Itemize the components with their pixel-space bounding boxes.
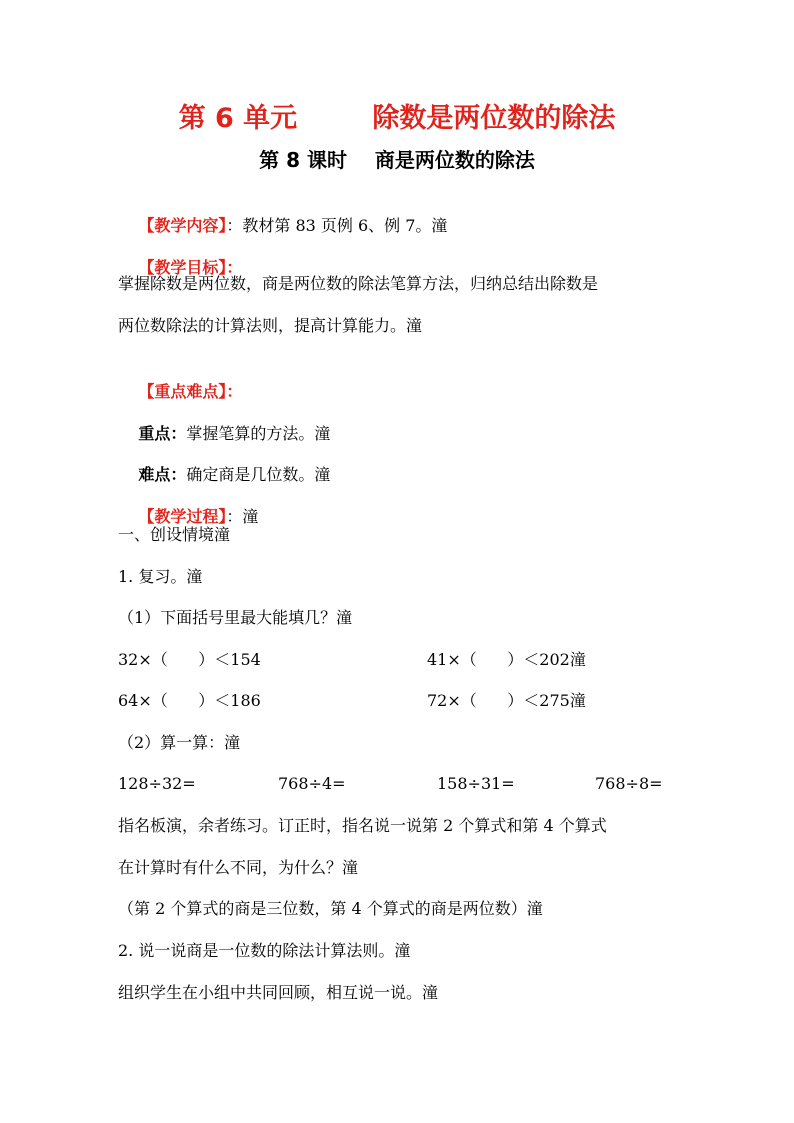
calc-1: 128÷32=: [118, 774, 196, 793]
question-one: （1）下面括号里最大能填几？潼: [118, 608, 353, 627]
calc-3: 158÷31=: [437, 774, 515, 793]
difficulty-text: 确定商是几位数。潼: [186, 465, 331, 484]
inequality-c: 64×（ ）＜186: [118, 691, 261, 710]
teaching-goal-line-2: 两位数除法的计算法则，提高计算能力。潼: [118, 316, 423, 335]
paragraph-2: （第 2 个算式的商是三位数，第 4 个算式的商是两位数）潼: [118, 899, 543, 918]
key-point-text: 掌握笔算的方法。潼: [186, 424, 331, 443]
calc-2: 768÷4=: [278, 774, 346, 793]
review-line: 1. 复习。潼: [118, 567, 203, 586]
difficulty-label: 难点：: [138, 465, 187, 484]
key-difficulty-tag: 【重点难点】: [138, 382, 227, 401]
lesson-subtitle: 第 8 课时 商是两位数的除法: [259, 148, 535, 172]
teaching-goal-colon: ：: [226, 258, 243, 277]
paragraph-1-line-2: 在计算时有什么不同，为什么？潼: [118, 858, 359, 877]
paragraph-1-line-1: 指名板演，余者练习。订正时，指名说一说第 2 个算式和第 4 个算式: [118, 816, 607, 835]
teaching-goal-line-1: 掌握除数是两位数，商是两位数的除法笔算方法，归纳总结出除数是: [118, 274, 599, 293]
inequality-d: 72×（ ）＜275潼: [427, 691, 586, 710]
paragraph-3: 2. 说一说商是一位数的除法计算法则。潼: [118, 941, 411, 960]
paragraph-4: 组织学生在小组中共同回顾，相互说一说。潼: [118, 983, 439, 1002]
unit-title: 第 6 单元 除数是两位数的除法: [178, 103, 616, 134]
key-difficulty-colon: ：: [226, 382, 243, 401]
question-two: （2）算一算：潼: [118, 733, 241, 752]
inequality-b: 41×（ ）＜202潼: [427, 650, 586, 669]
teaching-process-tag: 【教学过程】: [138, 507, 227, 526]
teaching-goal-tag: 【教学目标】: [138, 258, 227, 277]
inequality-a: 32×（ ）＜154: [118, 650, 261, 669]
teaching-content-text: ：教材第 83 页例 6、例 7。潼: [226, 216, 448, 235]
teaching-content-tag: 【教学内容】: [138, 216, 227, 235]
step-one-heading: 一、创设情境潼: [118, 525, 231, 544]
key-point-label: 重点：: [138, 424, 187, 443]
teaching-process-text: ：潼: [226, 507, 259, 526]
calc-4: 768÷8=: [595, 774, 663, 793]
